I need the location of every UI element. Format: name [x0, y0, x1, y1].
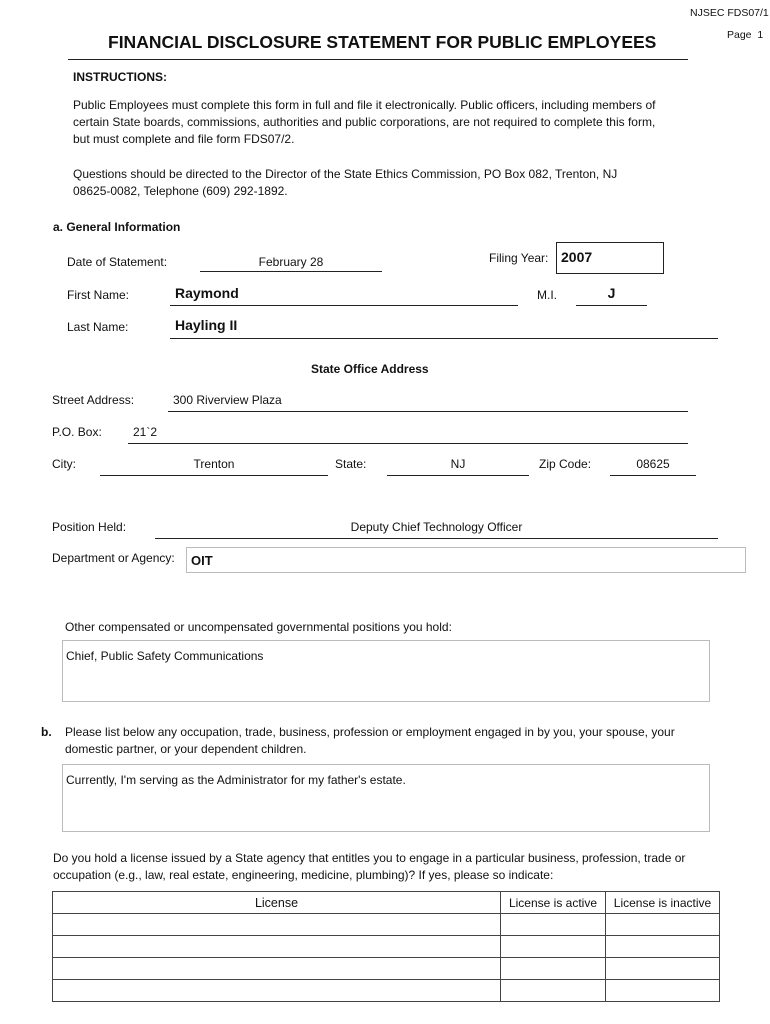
license-inactive-cell[interactable] [606, 980, 720, 1002]
license-table-header [53, 892, 720, 914]
instructions-line: Questions should be directed to the Director of the State Ethics Commission, PO Box 082, Trenton, NJ [73, 167, 618, 181]
license-inactive-cell[interactable] [606, 936, 720, 958]
license-cell[interactable] [53, 958, 501, 980]
mi-label: M.I. [537, 288, 557, 302]
last-name-label: Last Name: [67, 320, 129, 334]
street-label: Street Address: [52, 393, 135, 407]
license-cell[interactable] [53, 980, 501, 1002]
license-question-line: Do you hold a license issued by a State agency that entitles you to engage in a particular business, profession, trade or [53, 851, 686, 865]
instructions-line: but must complete and file form FDS07/2. [73, 132, 295, 146]
filing-year-field[interactable] [556, 242, 664, 274]
table-row [53, 936, 720, 958]
other-positions-label: Other compensated or uncompensated governmental positions you hold: [65, 620, 452, 634]
table-row [53, 914, 720, 936]
filing-year-label: Filing Year: [489, 251, 549, 265]
date-label: Date of Statement: [67, 255, 168, 269]
section-b-line: domestic partner, or your dependent children. [65, 742, 307, 756]
first-name-field[interactable]: Raymond [175, 285, 239, 301]
other-positions-value: Chief, Public Safety Communications [66, 649, 264, 663]
section-b-line: Please list below any occupation, trade, business, profession or employment engaged in by you, your spouse, your [65, 725, 675, 739]
zip-field[interactable]: 08625 [636, 457, 670, 471]
license-inactive-cell[interactable] [606, 958, 720, 980]
title-underline [68, 59, 688, 60]
street-field[interactable]: 300 Riverview Plaza [173, 393, 282, 407]
license-inactive-col-header: License is inactive [606, 892, 720, 914]
position-underline [155, 538, 718, 539]
state-underline [387, 475, 529, 476]
date-underline [200, 271, 382, 272]
date-field[interactable]: February 28 [258, 255, 324, 269]
city-underline [100, 475, 328, 476]
state-label: State: [335, 457, 367, 471]
license-active-col-header: License is active [501, 892, 606, 914]
license-question-line: occupation (e.g., law, real estate, engineering, medicine, plumbing)? If yes, please so indicate: [53, 868, 554, 882]
last-name-underline [170, 338, 718, 339]
state-field[interactable]: NJ [450, 457, 466, 471]
instructions-heading: INSTRUCTIONS: [73, 70, 167, 84]
instructions-line: Public Employees must complete this form in full and file it electronically. Public officers, including members of [73, 98, 656, 112]
license-active-cell[interactable] [501, 980, 606, 1002]
page-number: Page 1 [727, 29, 764, 41]
zip-underline [610, 475, 696, 476]
first-name-underline [170, 305, 518, 306]
position-field[interactable]: Deputy Chief Technology Officer [350, 520, 523, 534]
table-row [53, 958, 720, 980]
section-b-marker: b. [41, 725, 52, 739]
street-underline [168, 411, 688, 412]
occupation-field[interactable] [62, 764, 710, 832]
position-label: Position Held: [52, 520, 127, 534]
page-title: FINANCIAL DISCLOSURE STATEMENT FOR PUBLIC EMPLOYEES [108, 32, 657, 52]
mi-underline [576, 305, 647, 306]
occupation-value: Currently, I'm serving as the Administrator for my father's estate. [66, 773, 406, 787]
zip-label: Zip Code: [539, 457, 592, 471]
instructions-line: 08625-0082, Telephone (609) 292-1892. [73, 184, 288, 198]
last-name-field[interactable]: Hayling II [175, 317, 238, 333]
license-active-cell[interactable] [501, 936, 606, 958]
general-info-heading: a. General Information [53, 220, 181, 234]
filing-year-value: 2007 [561, 249, 593, 265]
license-active-cell[interactable] [501, 958, 606, 980]
license-cell[interactable] [53, 914, 501, 936]
form-code: NJSEC FDS07/1 [690, 7, 769, 19]
license-col-header: License [53, 892, 501, 914]
license-table [52, 891, 720, 1002]
po-box-underline [128, 443, 688, 444]
department-label: Department or Agency: [52, 551, 175, 565]
first-name-label: First Name: [67, 288, 130, 302]
department-field[interactable] [186, 547, 746, 573]
table-row [53, 980, 720, 1002]
other-positions-field[interactable] [62, 640, 710, 702]
po-box-field[interactable]: 21`2 [133, 425, 158, 439]
po-box-label: P.O. Box: [52, 425, 102, 439]
instructions-line: certain State boards, commissions, authorities and public corporations, are not required to complete this form, [73, 115, 656, 129]
department-value: OIT [191, 553, 213, 568]
license-active-cell[interactable] [501, 914, 606, 936]
address-heading: State Office Address [311, 362, 429, 376]
license-cell[interactable] [53, 936, 501, 958]
license-inactive-cell[interactable] [606, 914, 720, 936]
city-label: City: [52, 457, 76, 471]
mi-field[interactable]: J [607, 285, 616, 301]
city-field[interactable]: Trenton [193, 457, 235, 471]
